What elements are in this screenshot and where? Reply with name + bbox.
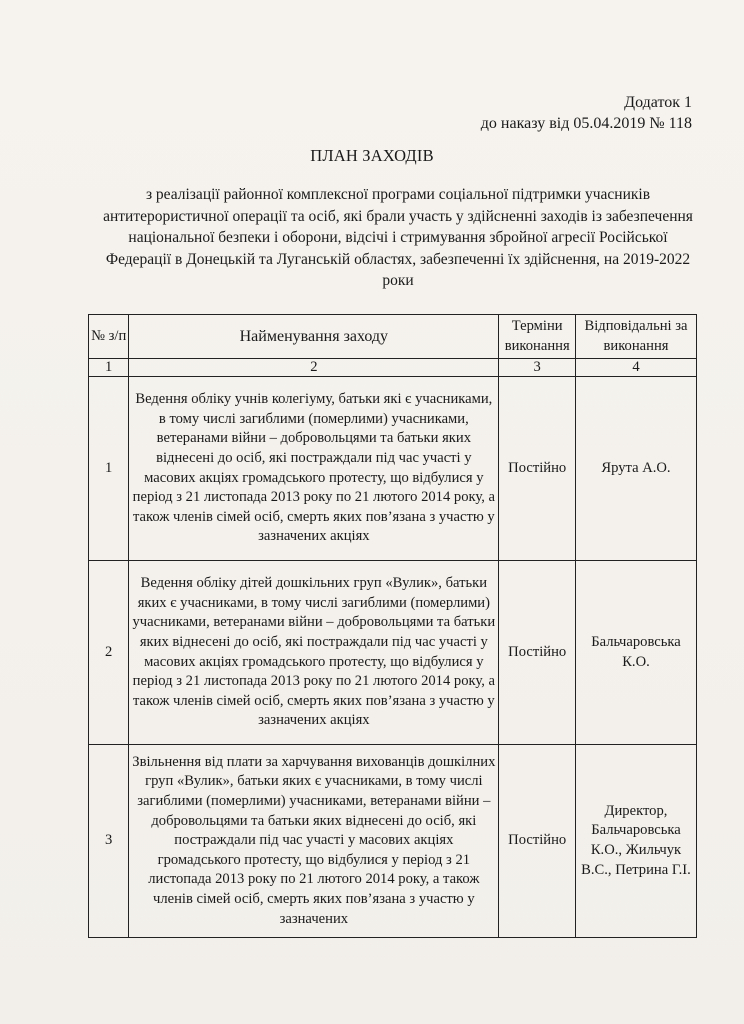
- row-measure: [129, 745, 499, 938]
- index-cell: 4: [575, 359, 696, 377]
- index-cell: 2: [129, 359, 499, 377]
- table-row: [89, 377, 697, 561]
- header-num: № з/п: [89, 315, 129, 359]
- table-header-row: [89, 315, 697, 359]
- row-responsible: Бальчаровська К.О.: [575, 561, 696, 745]
- row-responsible: Ярута А.О.: [575, 377, 696, 561]
- document-subtitle: з реалізації районної комплексної програми соціальної підтримки учасників антитерористичної операції та осіб, які брали участь у здійсненні заходів із забезпечення національної безпеки і оборони, відсічі і стримування збройної агресії Російської Федерації в Донецькій та Луганській областях, забезпеченні їх здійснення, на 2019-2022 роки: [103, 186, 693, 289]
- index-cell: 3: [499, 359, 576, 377]
- document-title: ПЛАН ЗАХОДІВ: [310, 146, 434, 165]
- table-index-row: [89, 359, 697, 377]
- row-num: 3: [89, 745, 129, 938]
- row-num: 1: [89, 377, 129, 561]
- row-term: Постійно: [499, 745, 576, 938]
- index-cell: 1: [89, 359, 129, 377]
- table-row: [89, 561, 697, 745]
- row-measure: Ведення обліку дітей дошкільних груп «Вулик», батьки яких є учасниками, в тому числі загиблими (померлими) учасниками, ветеранами війни – добровольцями та батьки яких віднесені до осіб, які постраждали під час участі у масових акціях громадського протесту, що відбулися у період з 21 листопада 2013 року по 21 лютого 2014 року, а також членів сімей осіб, смерть яких пов’язана з участю у зазначених акціях: [129, 561, 499, 745]
- row-measure-text: Звільнення від плати за харчування вихованців дошкілних груп «Вулик», батьки яких є учасниками, в тому числі загиблими (померлими) учасниками, ветеранами війни – добровольцями та батьки яких віднесені до осіб, які постраждали під час участі у масових акціях громадського протесту, що відбулися у період з 21 листопада 2013 року по 21 лютого 2014 року, а також членів сімей осіб, смерть яких пов’язана з участю у зазначених: [132, 753, 496, 927]
- header-name: Найменування заходу: [129, 315, 499, 359]
- header-term: Терміни виконання: [499, 315, 576, 359]
- row-term: Постійно: [499, 561, 576, 745]
- row-term: Постійно: [499, 377, 576, 561]
- annex-line-1: Додаток 1: [624, 94, 692, 111]
- annex-line-2: до наказу від 05.04.2019 № 118: [480, 115, 692, 132]
- plan-table: [88, 314, 697, 938]
- header-resp: Відповідальні за виконання: [575, 315, 696, 359]
- row-num: 2: [89, 561, 129, 745]
- annex-header: [481, 92, 692, 134]
- table-row: [89, 745, 697, 938]
- row-measure: Ведення обліку учнів колегіуму, батьки які є учасниками, в тому числі загиблими (померлими) учасниками, ветеранами війни – добровольцями та батьки яких віднесені до осіб, які постраждали під час участі у масових акціях громадського протесту, що відбулися у період з 21 листопада 2013 року по 21 лютого 2014 року, а також членів сімей осіб, смерть яких пов’язана з участю у зазначених акціях: [129, 377, 499, 561]
- row-responsible: Директор, Бальчаровська К.О., Жильчук В.С., Петрина Г.І.: [575, 745, 696, 938]
